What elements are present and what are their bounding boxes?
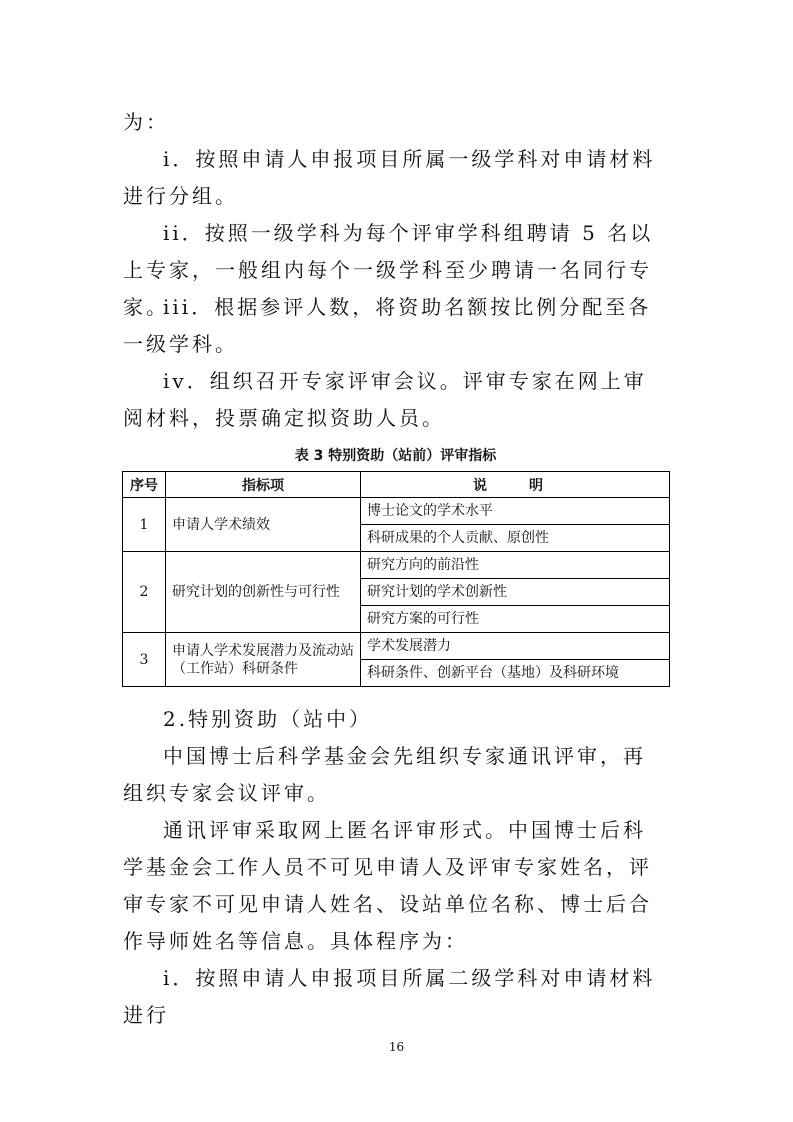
row-description: 研究计划的学术创新性 bbox=[361, 579, 670, 606]
paragraph-section2-step-i: i．按照申请人申报项目所属二级学科对申请材料进行 bbox=[123, 966, 656, 1027]
row-item: 申请人学术发展潜力及流动站（工作站）科研条件 bbox=[166, 633, 361, 687]
paragraph-step-iv: iv．组织召开专家评审会议。评审专家在网上审阅材料，投票确定拟资助人员。 bbox=[123, 369, 647, 430]
paragraph-section2-method: 通讯评审采取网上匿名评审形式。中国博士后科学基金会工作人员不可见申请人及评审专家姓名，评审专家不可见申请人姓名、设站单位名称、博士后合作导师姓名等信息。具体程序为： bbox=[123, 818, 652, 953]
header-number: 序号 bbox=[123, 472, 166, 498]
table-header-row bbox=[123, 472, 670, 498]
row-description: 研究方向的前沿性 bbox=[361, 552, 670, 579]
table-caption: 表 3 特别资助（站前）评审指标 bbox=[294, 448, 497, 464]
evaluation-table bbox=[122, 471, 670, 687]
paragraph-section2-intro: 中国博士后科学基金会先组织专家通讯评审，再组织专家会议评审。 bbox=[123, 744, 646, 805]
paragraph-step-iii: iii．根据参评人数，将资助名额按比例分配至各一级学科。 bbox=[123, 295, 652, 356]
row-number: 1 bbox=[123, 498, 166, 552]
row-description: 科研成果的个人贡献、原创性 bbox=[361, 525, 670, 552]
paragraph-step-ii: ii．按照一级学科为每个评审学科组聘请 5 名以上专家，一般组内每个一级学科至少聘请一名同行专家。 bbox=[123, 221, 654, 319]
paragraph-step-i: i．按照申请人申报项目所属一级学科对申请材料进行分组。 bbox=[123, 147, 656, 208]
row-number: 2 bbox=[123, 552, 166, 633]
row-description: 科研条件、创新平台（基地）及科研环境 bbox=[361, 660, 670, 687]
header-item: 指标项 bbox=[166, 472, 361, 498]
row-item: 研究计划的创新性与可行性 bbox=[166, 552, 361, 633]
paragraph-intro: 为： bbox=[123, 110, 169, 134]
row-description: 学术发展潜力 bbox=[361, 633, 670, 660]
section-heading: 2.特别资助（站中） bbox=[163, 707, 373, 731]
row-item: 申请人学术绩效 bbox=[166, 498, 361, 552]
table-row bbox=[123, 552, 670, 579]
table-row bbox=[123, 498, 670, 525]
row-description: 博士论文的学术水平 bbox=[361, 498, 670, 525]
row-description: 研究方案的可行性 bbox=[361, 606, 670, 633]
header-description: 说 明 bbox=[361, 472, 670, 498]
page-number: 16 bbox=[388, 1040, 405, 1054]
row-number: 3 bbox=[123, 633, 166, 687]
table-row bbox=[123, 633, 670, 660]
